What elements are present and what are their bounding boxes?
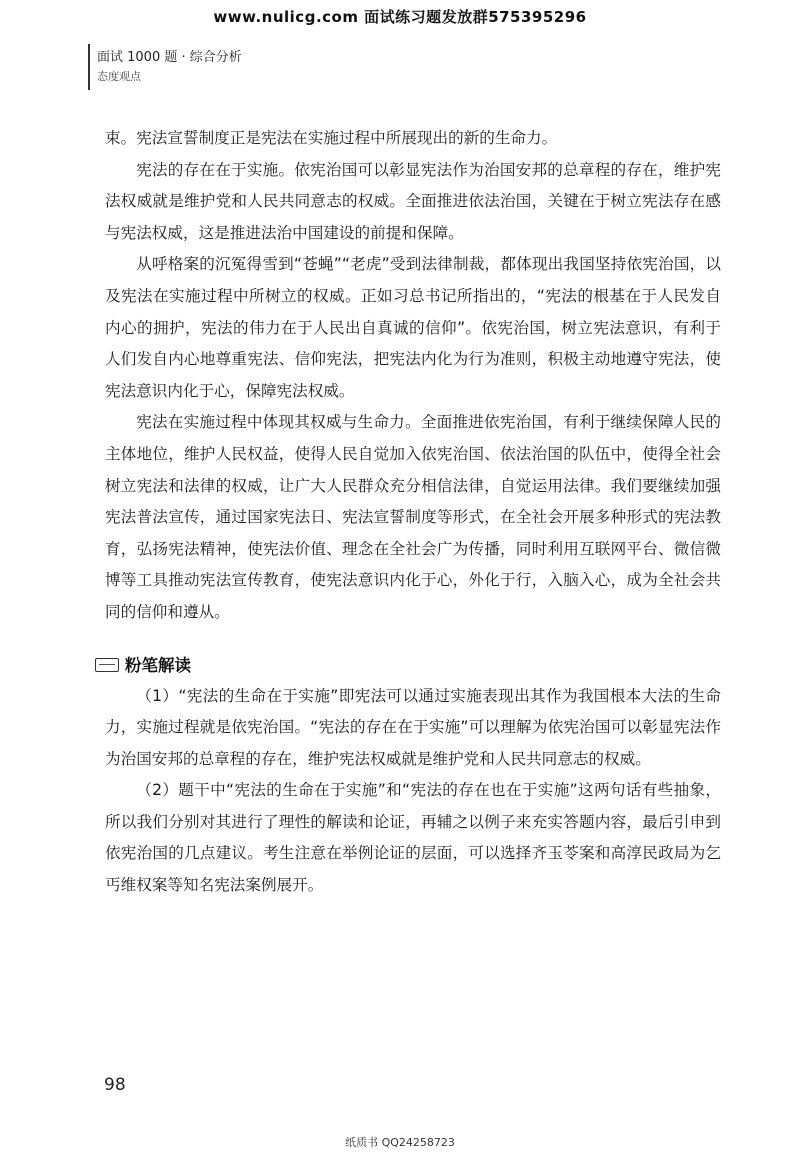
footer-note: 纸质书 QQ24258723 bbox=[345, 1136, 455, 1149]
page-body bbox=[105, 123, 721, 902]
page-number: 98 bbox=[104, 1075, 126, 1095]
note-icon bbox=[95, 658, 119, 672]
analysis-paragraph: （2）题干中“宪法的生命在于实施”和“宪法的存在也在于实施”这两句话有些抽象，所以我们分别对其进行了理性的解读和论证，再辅之以例子来充实答题内容，最后引申到依宪治国的几点建议。考生注意在举例论证的层面，可以选择齐玉苓案和高淳民政局为乞丐维权案等知名宪法案例展开。 bbox=[105, 781, 721, 895]
running-header-title: 面试 1000 题 · 综合分析 bbox=[97, 50, 242, 65]
body-paragraph: 从呼格案的沉冤得雪到“苍蝇”“老虎”受到法律制裁，都体现出我国坚持依宪治国，以及宪法在实施过程中所树立的权威。正如习总书记所指出的，“宪法的根基在于人民发自内心的拥护，宪法的伟力在于人民出自真诚的信仰”。依宪治国，树立宪法意识，有利于人们发自内心地尊重宪法、信仰宪法，把宪法内化为行为准则，积极主动地遵守宪法，使宪法意识内化于心，保障宪法权威。 bbox=[105, 255, 721, 400]
body-paragraph: 宪法在实施过程中体现其权威与生命力。全面推进依宪治国，有利于继续保障人民的主体地位，维护人民权益，使得人民自觉加入依宪治国、依法治国的队伍中，使得全社会树立宪法和法律的权威，让广大人民群众充分相信法律，自觉运用法律。我们要继续加强宪法普法宣传，通过国家宪法日、宪法宣誓制度等形式，在全社会开展多种形式的宪法教育，弘扬宪法精神，使宪法价值、理念在全社会广为传播，同时利用互联网平台、微信微博等工具推动宪法宣传教育，使宪法意识内化于心，外化于行，入脑入心，成为全社会共同的信仰和遵从。 bbox=[105, 413, 721, 621]
section-heading bbox=[105, 650, 721, 681]
running-header-subtitle: 态度观点 bbox=[97, 70, 141, 83]
header-divider bbox=[88, 44, 90, 90]
body-paragraph: 宪法的存在在于实施。依宪治国可以彰显宪法作为治国安邦的总章程的存在，维护宪法权威就是维护党和人民共同意志的权威。全面推进依法治国，关键在于树立宪法存在感与宪法权威，这是推进法治中国建设的前提和保障。 bbox=[105, 160, 721, 242]
watermark-banner: www.nulicg.com 面试练习题发放群575395296 bbox=[213, 8, 587, 26]
body-paragraph: 束。宪法宣誓制度正是宪法在实施过程中所展现出的新的生命力。 bbox=[105, 129, 558, 147]
analysis-paragraph: （1）“宪法的生命在于实施”即宪法可以通过实施表现出其作为我国根本大法的生命力，实施过程就是依宪治国。“宪法的存在在于实施”可以理解为依宪治国可以彰显宪法作为治国安邦的总章程的存在，维护宪法权威就是维护党和人民共同意志的权威。 bbox=[105, 686, 721, 768]
section-title: 粉笔解读 bbox=[125, 655, 191, 675]
